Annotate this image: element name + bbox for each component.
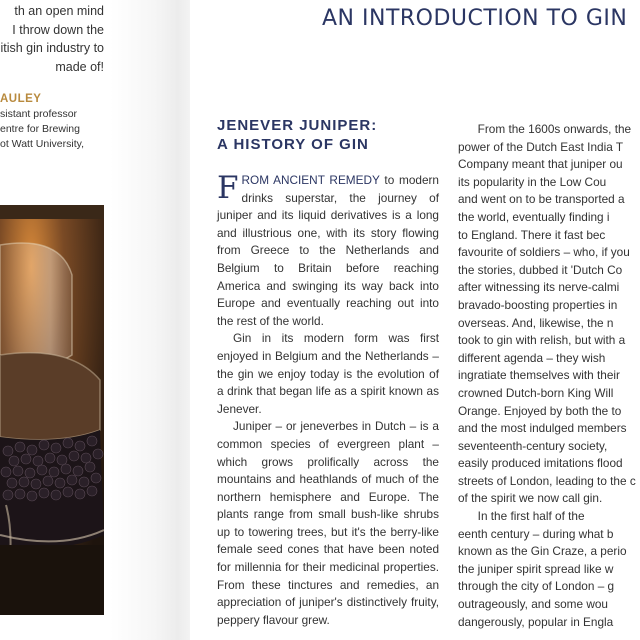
intro-text <box>0 2 104 76</box>
paragraph: Juniper – or jeneverbes in Dutch – is a common species of evergreen plant – which grows prolifically across the mountains and heathlands of much of the northern hemisphere and Europe. The plants range from small bush-like shrubs up to towering trees, but it's the berry-like female seed cones that have been noted for millennia for their medicinal properties. From these tinctures and remedies, an appreciation of juniper's distinctively fruity, peppery flavour grew. <box>217 419 439 627</box>
column-line: bravado-boosting properties in <box>458 297 618 312</box>
column-line: its popularity in the Low Cou <box>458 174 607 189</box>
column-line: to England. There it fast bec <box>458 227 606 242</box>
column-line: seventeenth-century society, <box>458 438 608 453</box>
page-title: AN INTRODUCTION TO GIN <box>322 6 628 31</box>
column-line: overseas. And, likewise, the n <box>458 315 614 330</box>
column-line: favourite of soldiers – who, if you <box>458 245 630 260</box>
page-gutter <box>110 0 190 640</box>
column-line: eenth century – during what b <box>458 526 614 541</box>
column-line: In the first half of the <box>458 509 585 524</box>
column-line: different agenda – they wish <box>458 350 606 365</box>
intro-line: th an open mind <box>14 4 104 18</box>
author-line: ot Watt University, <box>0 138 85 150</box>
column-line: easily produced imitations flood <box>458 456 623 471</box>
heading-line: A HISTORY OF GIN <box>217 136 369 153</box>
paragraph-text: to modern drinks superstar, the journey of juniper and its liquid derivatives is a long and illustrious one, with its story flowing from Greece to the Netherlands and Belgium to Britain before reaching America and swinging its way back into Europe and eventually reaching out into the rest of the world. <box>217 173 439 328</box>
heading-line: JENEVER JUNIPER: <box>217 117 378 134</box>
column-line: dangerously, popular in Engla <box>458 614 614 629</box>
column-line: streets of London, leading to the c <box>458 473 636 488</box>
column-line: the juniper spirit spread like w <box>458 561 614 576</box>
paragraph <box>217 172 439 330</box>
column-line: ingratiate themselves with their <box>458 368 620 383</box>
column-line: From the 1600s onwards, the <box>458 122 632 136</box>
column-line: known as the Gin Craze, a perio <box>458 544 627 559</box>
column-line: after witnessing its nerve-calmi <box>458 280 620 295</box>
column-line: Company meant that juniper ou <box>458 157 623 172</box>
juniper-jar-photo <box>0 205 104 615</box>
author-credit <box>0 92 84 152</box>
column-line: took to gin with relish, but with a <box>458 333 626 348</box>
column-line: outrageously, and some wou <box>458 597 608 612</box>
intro-line: itish gin industry to <box>0 41 104 55</box>
column-line: power of the Dutch East India T <box>458 139 624 154</box>
column-line: crowned Dutch-born King Will <box>458 385 614 400</box>
column-line: and the most indulged members <box>458 421 627 436</box>
author-line: entre for Brewing <box>0 123 80 135</box>
article-column-2 <box>458 121 640 631</box>
intro-line: I throw down the <box>12 22 104 37</box>
lead-words: ROM ANCIENT REMEDY <box>241 173 380 187</box>
paragraph: Gin in its modern form was first enjoyed in Belgium and the Netherlands – the gin we enjoy today is the evolution of a drink that began life as a spirit known as Jenever. <box>217 331 439 416</box>
author-line: sistant professor <box>0 108 78 120</box>
jar-illustration <box>0 205 104 615</box>
article-column-1 <box>217 172 439 629</box>
drop-cap: F <box>217 170 239 206</box>
section-heading <box>217 116 377 154</box>
intro-line: made of! <box>55 59 104 74</box>
column-line: through the city of London – g <box>458 579 615 594</box>
column-line: and went on to be transported a <box>458 192 625 207</box>
column-line: the stories, dubbed it 'Dutch Co <box>458 262 623 277</box>
column-line: of the spirit we now call gin. <box>458 491 603 506</box>
column-line: Orange. Enjoyed by both the to <box>458 403 622 418</box>
left-page <box>0 0 110 640</box>
column-line: the world, eventually finding i <box>458 209 610 224</box>
author-name: AULEY <box>0 93 42 105</box>
